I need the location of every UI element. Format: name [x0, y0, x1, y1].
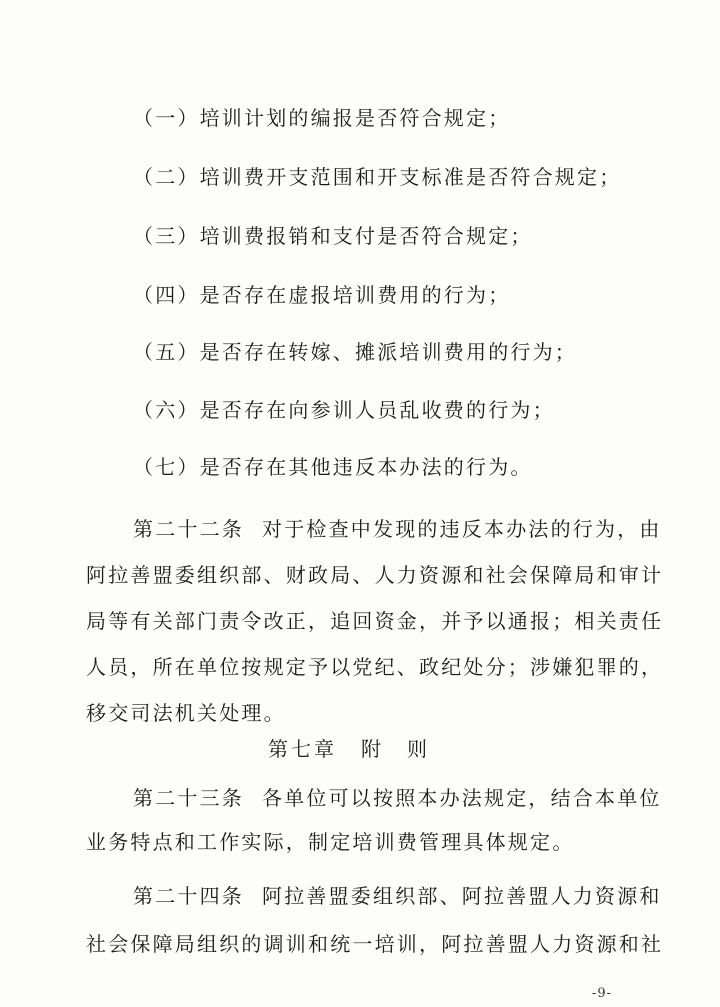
article-22-heading: 第二十二条 — [133, 517, 244, 541]
chapter-number: 第七章 — [268, 737, 337, 761]
article-24-text-1: 阿拉善盟委组织部、阿拉善盟人力资源和 — [262, 884, 662, 908]
list-item-4: （四）是否存在虚报培训费用的行为； — [133, 283, 511, 307]
article-22-text-1: 对于检查中发现的违反本办法的行为，由 — [262, 517, 662, 541]
list-item-3: （三）培训费报销和支付是否符合规定； — [133, 224, 533, 248]
article-22-line-4: 人员，所在单位按规定予以党纪、政纪处分；涉嫌犯罪的， — [86, 655, 664, 679]
article-22-line-1 — [133, 515, 662, 543]
article-23-text-1: 各单位可以按照本办法规定，结合本单位 — [262, 786, 662, 810]
article-23-heading: 第二十三条 — [133, 786, 244, 810]
page-number: -9- — [592, 986, 613, 1001]
article-24-line-2: 社会保障局组织的调训和统一培训，阿拉善盟人力资源和社 — [86, 932, 664, 956]
list-item-5: （五）是否存在转嫁、摊派培训费用的行为； — [133, 340, 577, 364]
article-22-line-5: 移交司法机关处理。 — [86, 701, 286, 725]
list-item-1: （一）培训计划的编报是否符合规定； — [133, 106, 511, 130]
article-24-line-1 — [133, 882, 662, 910]
list-item-6: （六）是否存在向参训人员乱收费的行为； — [133, 398, 555, 422]
article-22-line-2: 阿拉善盟委组织部、财政局、人力资源和社会保障局和审计 — [86, 563, 664, 587]
chapter-title: 附 则 — [361, 737, 430, 761]
article-23-line-2: 业务特点和工作实际，制定培训费管理具体规定。 — [86, 830, 575, 854]
list-item-7: （七）是否存在其他违反本办法的行为。 — [133, 455, 533, 479]
chapter-heading — [268, 735, 430, 763]
article-22-line-3: 局等有关部门责令改正，追回资金，并予以通报；相关责任 — [86, 609, 664, 633]
article-24-heading: 第二十四条 — [133, 884, 244, 908]
list-item-2: （二）培训费开支范围和开支标准是否符合规定； — [133, 165, 622, 189]
article-23-line-1 — [133, 784, 662, 812]
